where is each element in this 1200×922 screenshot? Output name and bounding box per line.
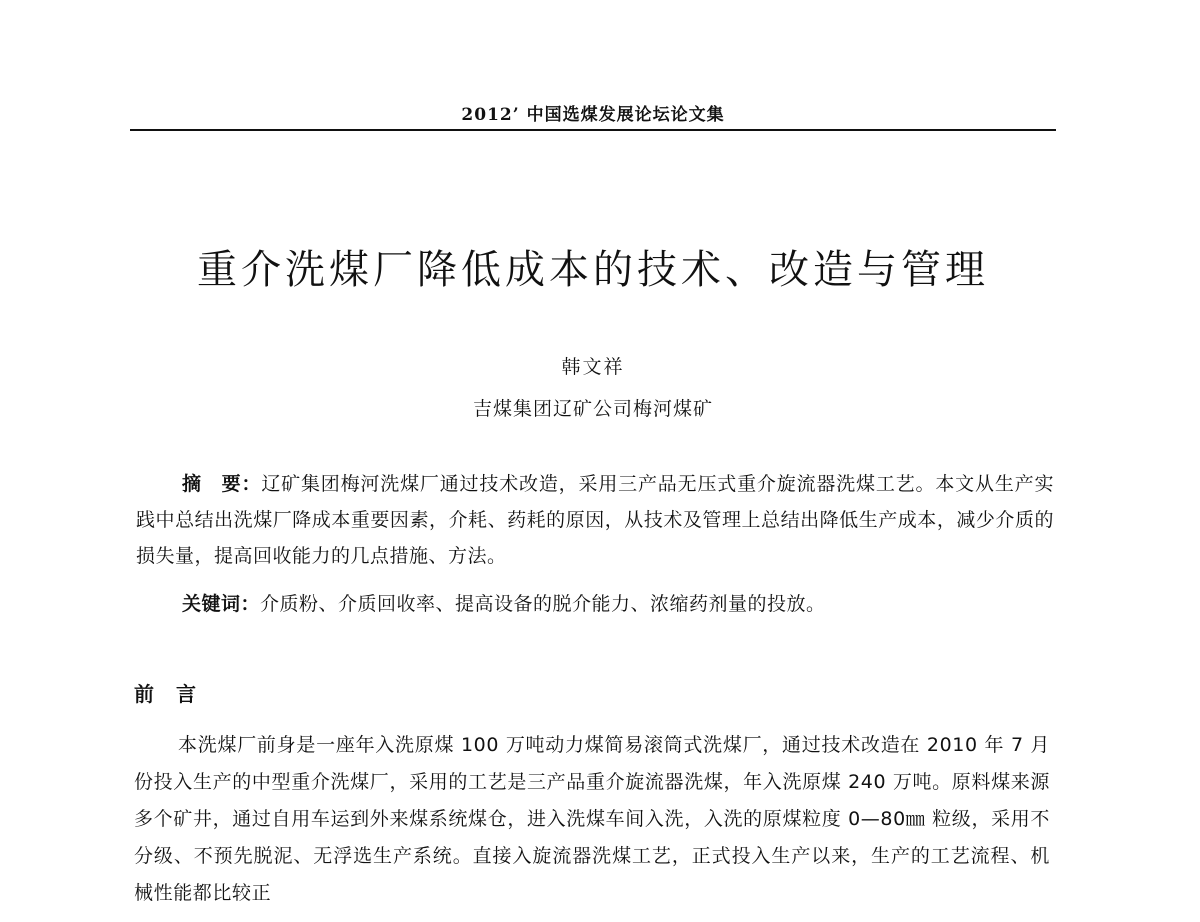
author-name: 韩文祥 [561, 356, 625, 378]
keywords-label: 关键词： [182, 593, 261, 615]
abstract [136, 466, 1054, 574]
section-heading-preface: 前言 [134, 682, 218, 706]
author-affiliation: 吉煤集团辽矿公司梅河煤矿 [472, 398, 713, 420]
article-title: 重介洗煤厂降低成本的技术、改造与管理 [197, 247, 989, 293]
body-paragraph: 本洗煤厂前身是一座年入洗原煤 100 万吨动力煤简易滚筒式洗煤厂，通过技术改造在 2010 年 7 月份投入生产的中型重介洗煤厂，采用的工艺是三产品重介旋流器洗煤，年入洗原煤 240 万吨。原料煤来源多个矿井，通过自用车运到外来煤系统煤仓，进入洗煤车间入洗，入洗的原煤粒度 0—80㎜ 粒级，采用不分级、不预先脱泥、无浮选生产系统。直接入旋流器洗煤工艺，正式投入生产以来，生产的工艺流程、机械性能都比较正 [134, 734, 1050, 904]
running-header: 2012’ 中国选煤发展论坛论文集 [461, 105, 725, 125]
abstract-label: 摘 要： [182, 473, 262, 495]
keywords-text: 介质粉、介质回收率、提高设备的脱介能力、浓缩药剂量的投放。 [260, 593, 826, 615]
header-rule [130, 129, 1056, 131]
abstract-text: 辽矿集团梅河洗煤厂通过技术改造，采用三产品无压式重介旋流器洗煤工艺。本文从生产实践中总结出洗煤厂降成本重要因素，介耗、药耗的原因，从技术及管理上总结出降低生产成本，减少介质的损失量，提高回收能力的几点措施、方法。 [136, 473, 1054, 567]
keywords [182, 586, 1052, 622]
